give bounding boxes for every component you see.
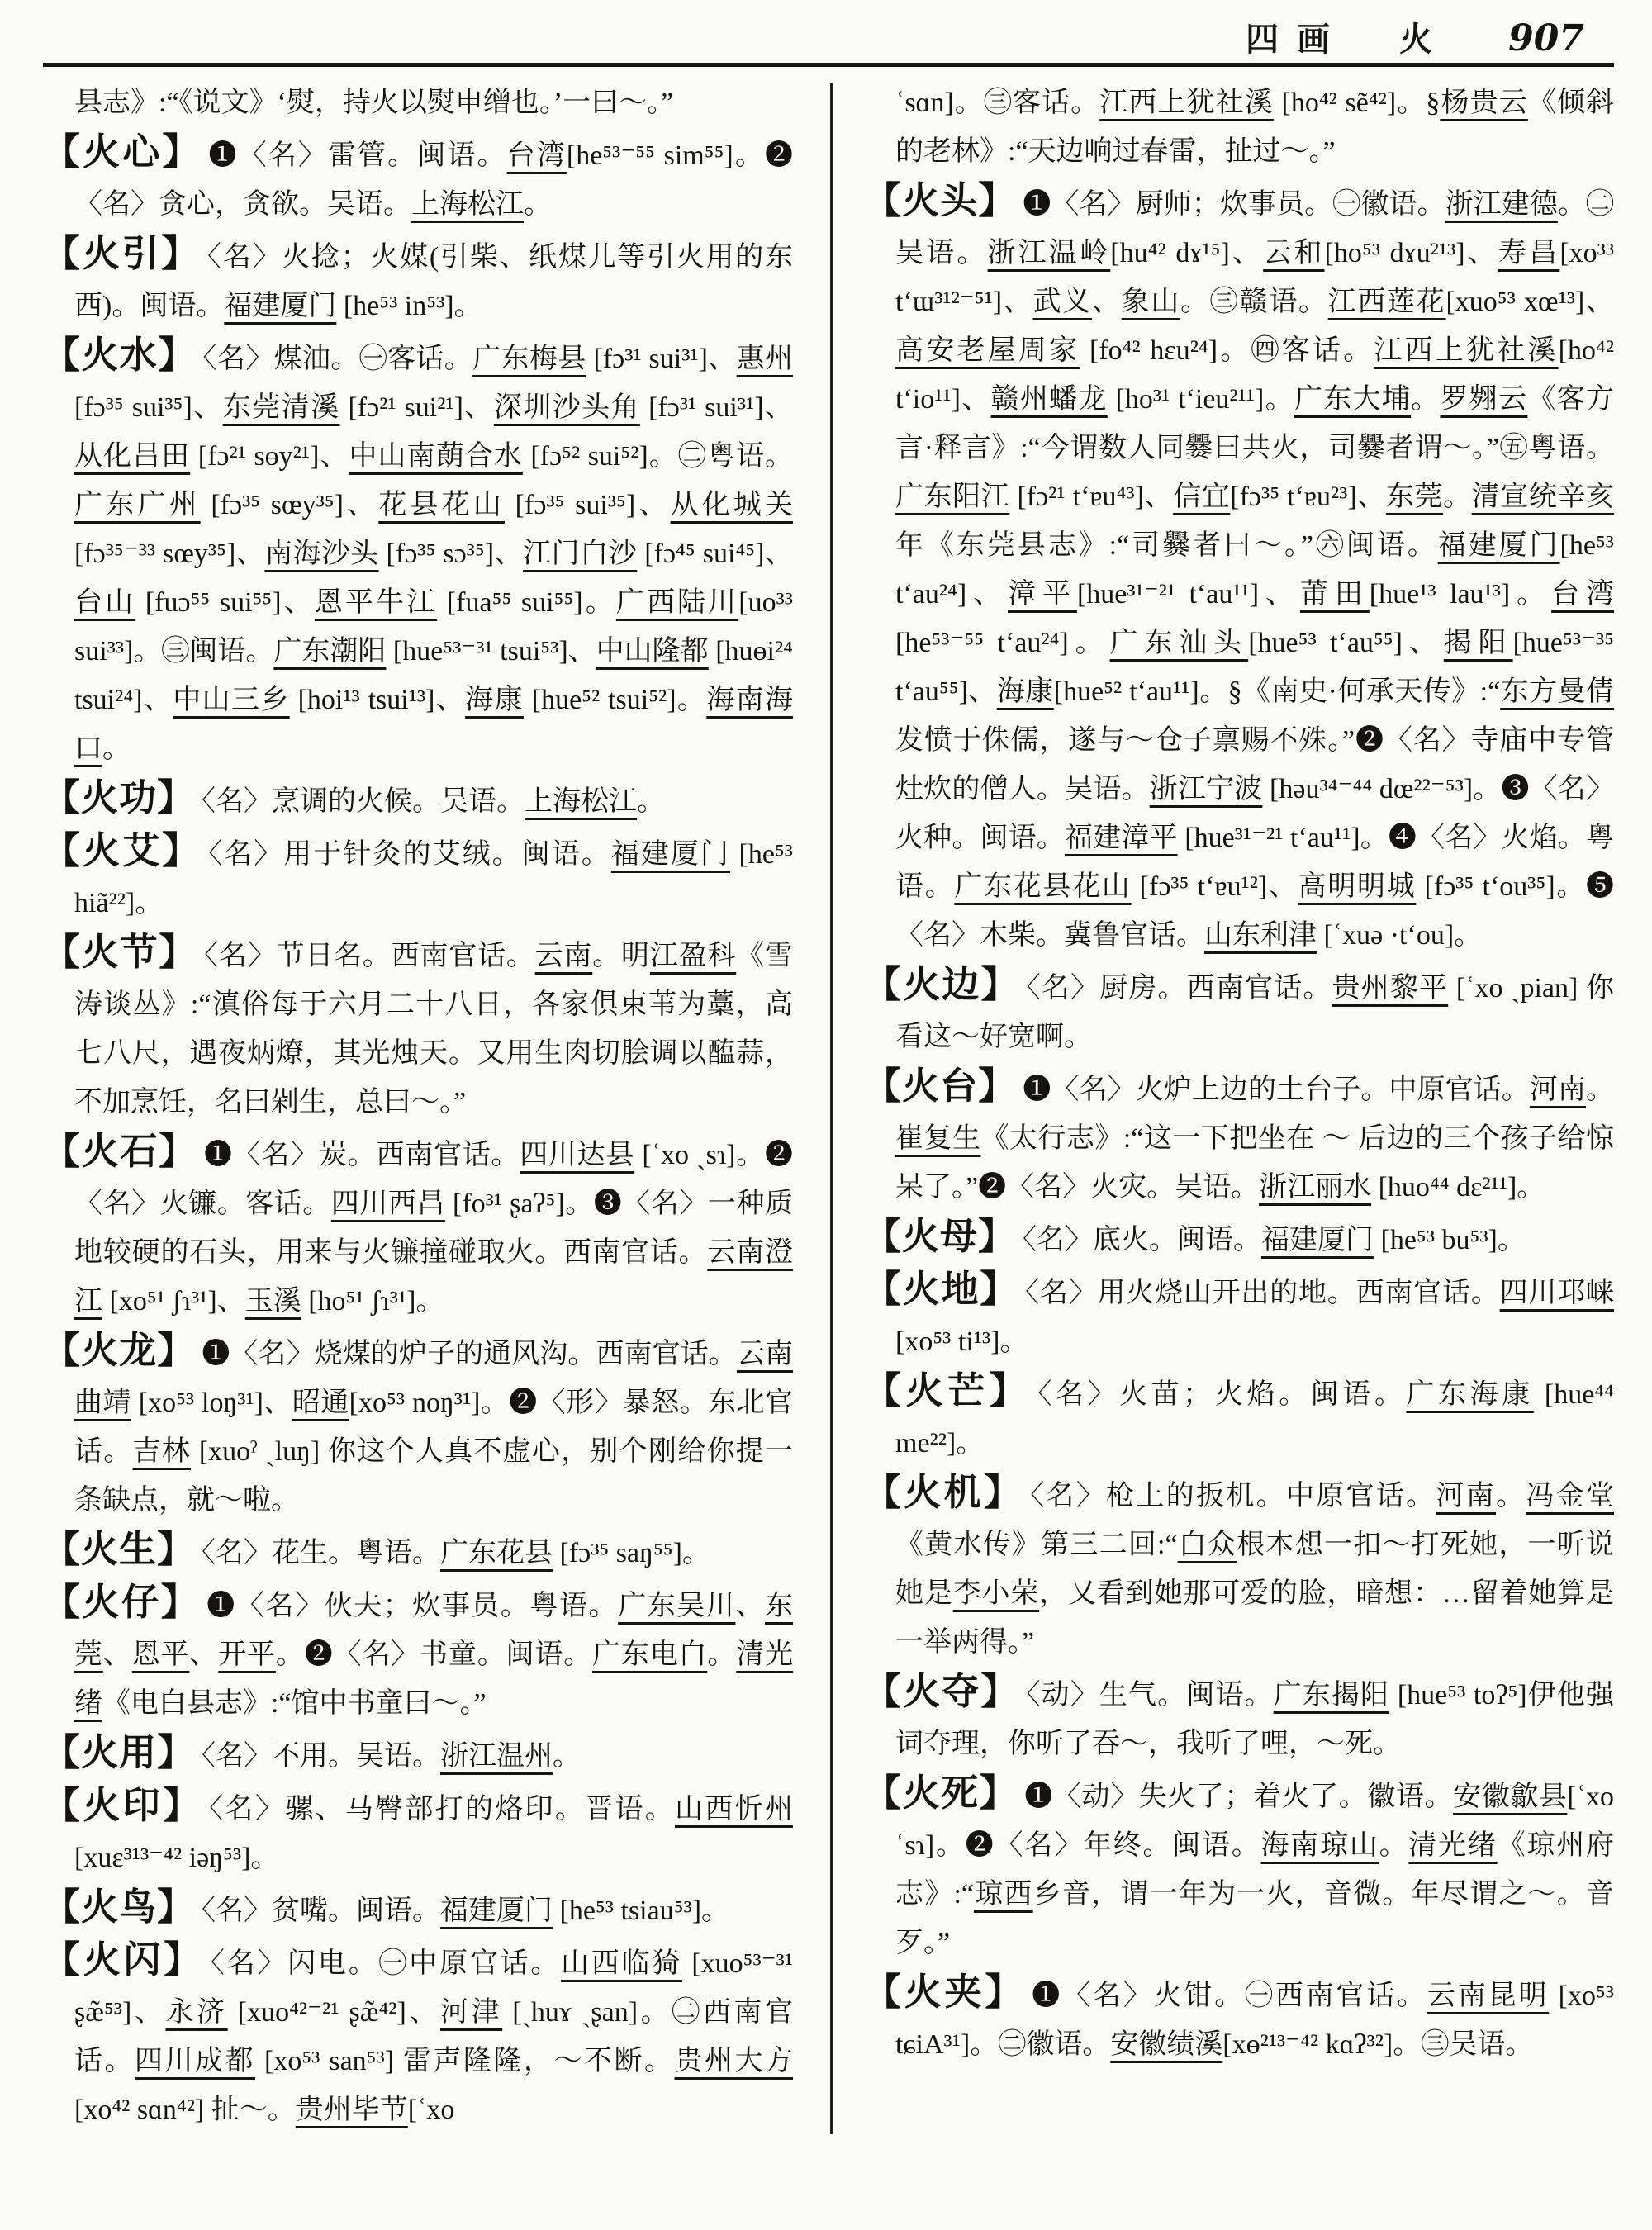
- proper-name: 昭通: [292, 1388, 349, 1418]
- entry-text: [he⁵³⁻⁵⁵ tʻau²⁴]。: [895, 628, 1110, 658]
- entry-text: 《黄水传》第三二回:“: [895, 1530, 1178, 1560]
- entry-text: 〈名〉底火。闽语。: [1023, 1225, 1262, 1255]
- proper-name: 吉林: [132, 1436, 192, 1467]
- proper-name: 清宣统辛亥: [1471, 482, 1615, 512]
- entry-text: ，又看到她那可爱的脸，暗想：…留着她算是一举两得。”: [895, 1578, 1615, 1658]
- proper-name: 崔复生: [895, 1123, 981, 1154]
- entry-text: 〈名〉煤油。㊀客话。: [202, 344, 473, 374]
- proper-name: 广东梅县: [472, 344, 586, 374]
- proper-name: 四川成都: [135, 2046, 255, 2076]
- entry-text: ❶〈名〉烧煤的炉子的通风沟。西南官话。: [202, 1339, 737, 1369]
- proper-name: 安徽绩溪: [1110, 2029, 1223, 2060]
- entry-text: [fɔ²¹ tʻɐu⁴³]、: [1009, 482, 1174, 512]
- entry-text: [hue⁵² tʻau¹¹]。§《南史·何承天传》:“: [1053, 676, 1501, 707]
- proper-name: 四川达县: [520, 1140, 635, 1170]
- proper-name: 白众: [1177, 1530, 1237, 1560]
- entry-text: 、: [1091, 287, 1122, 317]
- proper-name: 广东揭阳: [1273, 1680, 1390, 1710]
- entry-text: 〈名〉火捻；火媒(引柴、纸煤儿等引火用的东西)。闽语。: [74, 242, 793, 321]
- proper-name: 浙江建德: [1445, 189, 1558, 220]
- entry-text: ʿsɑn]。㊂客话。: [895, 88, 1100, 118]
- proper-name: 广西陆川: [615, 587, 739, 618]
- proper-name: 台湾: [506, 140, 567, 171]
- entry-text: 〈名〉火苗；火焰。闽语。: [1037, 1379, 1407, 1410]
- entry-text: 、: [735, 1591, 766, 1621]
- entry-headword: 【火闪】: [43, 1939, 205, 1981]
- entry-text: 〈名〉节日名。西南官话。: [204, 941, 535, 971]
- header-section-title: 四画 火: [1246, 21, 1451, 58]
- entry-text: 。: [553, 1741, 582, 1772]
- dict-entry: [43, 1326, 793, 1525]
- entry-text: [xuo⁵³⁻³¹ ʂæ̃⁵³]、: [74, 1948, 794, 2028]
- proper-name: 云南昆明: [1427, 1981, 1550, 2011]
- entry-text: ❶〈动〉失火了；着火了。徽语。: [1024, 1782, 1454, 1812]
- entry-text: [xo⁵³ san⁵³] 雷声隆隆，～不断。: [255, 2046, 675, 2076]
- proper-name: 江西莲花: [1327, 287, 1446, 317]
- proper-name: 海南琼山: [1260, 1830, 1379, 1861]
- entry-text: 《客方言·释言》:“今谓数人同爨曰共火，司爨者谓～。”㊄粤语。: [895, 384, 1615, 463]
- entry-text: [he⁵³ tʻau²⁴]、: [895, 530, 1614, 610]
- proper-name: 台山: [74, 587, 136, 618]
- entry-text: 〈名〉烹调的火候。吴语。: [202, 786, 525, 817]
- proper-name: 广东阳江: [895, 482, 1010, 512]
- proper-name: 东莞: [74, 1591, 794, 1670]
- entry-text: ❶〈名〉火钳。㊀西南官话。: [1032, 1981, 1427, 2011]
- entry-text: 《琼州府志》:“: [895, 1830, 1615, 1910]
- entry-text: [xo⁵³ ti¹³]。: [895, 1326, 1028, 1357]
- proper-name: 江西上犹社溪: [1374, 335, 1559, 366]
- entry-text: [fɔ³⁵ tʻou³⁵]。❺〈名〉木柴。冀鲁官话。: [895, 871, 1615, 951]
- proper-name: 河津: [440, 1997, 503, 2028]
- entry-text: 县志》:“《说文》‘熨，持火以熨申缯也。’一曰～。”: [74, 88, 674, 118]
- proper-name: 象山: [1121, 287, 1181, 317]
- entry-text: [ho⁴² sẽ⁴²]。§: [1273, 88, 1441, 118]
- proper-name: 浙江丽水: [1259, 1172, 1372, 1203]
- entry-text: [hue¹³ lau¹³]。: [1369, 579, 1552, 610]
- proper-name: 广东电白: [592, 1639, 708, 1670]
- entry-text: [fɔ³⁵ tʻɐu²³]、: [1230, 482, 1386, 512]
- entry-headword: 【火机】: [864, 1472, 1024, 1513]
- dict-entry: [864, 961, 1614, 1061]
- entry-text: 。❷〈名〉书童。闽语。: [275, 1639, 593, 1670]
- proper-name: 东莞: [1385, 482, 1444, 512]
- entry-text: 发愤于侏儒，遂与～仓子禀赐不殊。”❷〈名〉寺庙中专管灶炊的僧人。吴语。: [895, 725, 1614, 804]
- entry-text: [xuo⁴²⁻²¹ ʂæ̃⁴²]、: [227, 1997, 440, 2028]
- entry-text: [xuoˀ ˏluŋ] 你这个人真不虚心，别个刚给你提一条缺点，就～啦。: [74, 1436, 793, 1516]
- entry-text: [xuɛ³¹³⁻⁴² iəŋ⁵³]。: [74, 1843, 279, 1873]
- dict-entry: [864, 177, 1614, 960]
- entry-text: [ʿxo: [407, 2095, 455, 2125]
- proper-name: 花县花山: [378, 490, 505, 520]
- left-column: [43, 78, 793, 2134]
- entry-text: [fɔ³¹ sui³¹]、: [586, 344, 737, 374]
- proper-name: 福建厦门: [224, 291, 337, 321]
- dict-entry: [864, 1367, 1614, 1468]
- entry-headword: 【火边】: [864, 964, 1020, 1005]
- entry-text: [fɔ⁵² sui⁵²]。㊁粤语。: [522, 441, 794, 472]
- proper-name: 南海沙头: [264, 539, 379, 569]
- dict-entry: [43, 331, 793, 773]
- proper-name: 深圳沙头角: [493, 392, 641, 423]
- proper-name: 福建厦门: [1437, 530, 1560, 561]
- entry-text: [fɔ³⁵ sui³⁵]、: [74, 392, 223, 423]
- entry-text: [fɔ³⁵ sɔ³⁵]、: [378, 539, 524, 569]
- proper-name: 玉溪: [244, 1286, 301, 1317]
- dict-entry: [43, 1578, 793, 1728]
- entry-text: 〈名〉厨房。西南官话。: [1026, 973, 1332, 1004]
- entry-text: 。: [1379, 1830, 1409, 1861]
- proper-name: 山西临猗: [561, 1948, 683, 1979]
- dict-entry: [43, 128, 793, 229]
- proper-name: 李小荣: [952, 1578, 1040, 1609]
- proper-name: 东方曼倩: [1500, 676, 1615, 707]
- entry-text: [ʿxo ˏsɿ]。❷〈名〉火镰。客话。: [74, 1140, 793, 1219]
- entry-text: 《雪涛谈丛》:“滇俗每于六月二十八日，各家俱束苇为藁，高七八尺，遇夜炳燎，其光烛天。又用生肉切脍调以醢蒜，不加烹饪，名曰剁生，总曰～。”: [74, 941, 794, 1117]
- proper-name: 四川邛崃: [1499, 1278, 1614, 1308]
- entry-text: 。明: [592, 941, 650, 971]
- entry-text: [fɔ³⁵ sœy³⁵]、: [200, 490, 379, 520]
- proper-name: 从化吕田: [74, 441, 191, 472]
- proper-name: 云和: [1263, 238, 1325, 268]
- dict-entry: [43, 1782, 793, 1882]
- entry-text: 根本想一扣～打死她，一听说她是: [895, 1530, 1615, 1609]
- entry-text: [hue⁵² tsui⁵²]。: [523, 685, 707, 715]
- entry-headword: 【火死】: [864, 1772, 1018, 1814]
- dict-entry: [43, 1127, 793, 1326]
- entry-text: [hue⁵³ toʔ⁵]伊他强词夺理，你听了吞～，我听了哩，～死。: [895, 1680, 1614, 1759]
- continuation-text: [864, 78, 1614, 176]
- proper-name: 中山隆都: [596, 636, 709, 667]
- proper-name: 莆田: [1299, 579, 1370, 610]
- proper-name: 寿昌: [1498, 238, 1560, 268]
- entry-headword: 【火节】: [43, 932, 198, 973]
- entry-headword: 【火夹】: [864, 1971, 1026, 2013]
- entry-text: [xo³³ tʻɯ³¹²⁻⁵¹]、: [895, 238, 1615, 317]
- proper-name: 广东花县花山: [954, 871, 1132, 902]
- proper-name: 上海松江: [525, 786, 638, 817]
- proper-name: 浙江宁波: [1149, 774, 1263, 804]
- dict-entry: [43, 827, 793, 928]
- entry-text: [hue³¹⁻²¹ tʻau¹¹]。❹〈名〉火焰。粤语。: [895, 823, 1615, 902]
- entry-text: [hue⁵³⁻³⁵ tʻau⁵⁵]、: [895, 628, 1615, 707]
- entry-text: [ʿxo ˏpian] 你看这～好宽啊。: [895, 973, 1614, 1052]
- entry-text: 〈名〉不用。吴语。: [202, 1741, 441, 1772]
- entry-text: 《倾斜的老林》:“天边响过春雷，扯过～。”: [895, 88, 1615, 167]
- entry-text: [fɔ²¹ sui²¹]、: [339, 392, 494, 423]
- entry-text: 、: [102, 1639, 132, 1670]
- proper-name: 安徽歙县: [1453, 1782, 1568, 1812]
- dict-entry: [864, 1968, 1614, 2069]
- entry-text: [he⁵³ bu⁵³]。: [1374, 1225, 1526, 1255]
- entry-text: [həu³⁴⁻⁴⁴ dœ²²⁻⁵³]。❸〈名〉火种。闽语。: [895, 774, 1615, 853]
- proper-name: 江门白沙: [523, 539, 638, 569]
- dict-entry: [864, 1212, 1614, 1264]
- proper-name: 河南: [1436, 1481, 1497, 1511]
- entry-headword: 【火仔】: [43, 1582, 201, 1623]
- proper-name: 高明明城: [1298, 871, 1417, 902]
- entry-headword: 【火用】: [43, 1732, 196, 1773]
- proper-name: 广东潮阳: [273, 636, 387, 667]
- entry-text: [xo⁵³ noŋ³¹]。❷〈形〉暴怒。东北官话。: [74, 1388, 794, 1467]
- proper-name: 福建厦门: [1261, 1225, 1374, 1255]
- entry-text: 。: [637, 786, 666, 817]
- proper-name: 四川西昌: [330, 1189, 445, 1219]
- proper-name: 中山南蓢合水: [349, 441, 523, 472]
- column-divider: [830, 83, 833, 2134]
- proper-name: 琼西: [974, 1879, 1033, 1910]
- entry-headword: 【火龙】: [43, 1330, 196, 1371]
- text-columns: [43, 78, 1614, 2134]
- proper-name: 信宜: [1173, 482, 1231, 512]
- entry-text: [uo³³ sui³³]。㊂闽语。: [74, 587, 793, 667]
- entry-headword: 【火心】: [43, 131, 202, 173]
- entry-text: [hue⁵³⁻³¹ tsui⁵³]、: [386, 636, 596, 667]
- entry-text: 。㊁吴语。: [895, 189, 1615, 268]
- entry-text: [ho⁵³ dɤu²¹³]、: [1324, 238, 1498, 268]
- page-number: 907: [1508, 17, 1584, 59]
- dict-entry: [43, 928, 793, 1127]
- entry-headword: 【火头】: [864, 180, 1017, 221]
- entry-text: 。: [1411, 384, 1441, 415]
- entry-text: [hue⁵³ tʻau⁵⁵]、: [1248, 628, 1444, 658]
- entry-text: [fɔ³⁵ sui³⁵]、: [505, 490, 671, 520]
- proper-name: 广东广州: [74, 490, 201, 520]
- entry-text: ❶〈名〉伙夫；炊事员。粤语。: [206, 1591, 619, 1621]
- continuation-text: [43, 78, 793, 127]
- entry-text: [fo³¹ ʂaʔ⁵]。❸〈名〉一种质地较硬的石头，用来与火镰撞碰取火。西南官话。: [74, 1189, 793, 1268]
- dict-entry: [864, 1769, 1614, 1967]
- proper-name: 福建厦门: [440, 1896, 553, 1926]
- entry-text: [fua⁵⁵ sui⁵⁵]。: [437, 587, 616, 618]
- proper-name: 贵州大方: [674, 2046, 794, 2076]
- entry-text: [fɔ³⁵ tʻɐu¹²]、: [1131, 871, 1298, 902]
- entry-text: [huɵi²⁴ tsui²⁴]、: [74, 636, 794, 715]
- entry-text: [fuɔ⁵⁵ sui⁵⁵]、: [135, 587, 315, 618]
- entry-text: [ˏhuɤ ˏʂan]。㊁西南官话。: [74, 1997, 794, 2076]
- proper-name: 山东利津: [1204, 920, 1317, 951]
- dict-entry: [43, 1936, 793, 2134]
- dict-entry: [43, 1883, 793, 1935]
- entry-text: 。: [1496, 1481, 1526, 1511]
- entry-text: [huo⁴⁴ dɛ²¹¹]。: [1371, 1172, 1545, 1203]
- entry-text: ❶〈名〉厨师；炊事员。㊀徽语。: [1023, 189, 1446, 220]
- proper-name: 恩平: [131, 1639, 190, 1670]
- entry-text: 〈名〉骡、马臀部打的烙印。晋语。: [209, 1794, 676, 1824]
- proper-name: 惠州: [736, 344, 794, 374]
- entry-headword: 【火生】: [43, 1529, 196, 1570]
- entry-text: [xo⁴² sɑn⁴²] 扯～。: [74, 2095, 296, 2125]
- entry-text: [xuo⁵³ xœ¹³]、: [1446, 287, 1615, 317]
- proper-name: 永济: [165, 1997, 228, 2028]
- entry-text: ❶〈名〉火炉上边的土台子。中原官话。: [1023, 1075, 1530, 1105]
- entry-text: 〈名〉花生。粤语。: [202, 1538, 441, 1568]
- entry-text: 。: [1443, 482, 1472, 512]
- entry-headword: 【火水】: [43, 334, 197, 376]
- proper-name: 云南澄江: [74, 1237, 794, 1317]
- entry-text: 年《东莞县志》:“司爨者曰～。”㊅闽语。: [895, 530, 1438, 561]
- proper-name: 清光绪: [1408, 1830, 1498, 1861]
- proper-name: 罗翙云: [1440, 384, 1528, 415]
- entry-text: [fɔ³⁵⁻³³ sœy³⁵]、: [74, 539, 265, 569]
- entry-text: ❶〈名〉炭。西南官话。: [203, 1140, 520, 1170]
- entry-text: [fo⁴² hɛu²⁴]。㊃客话。: [1080, 335, 1374, 366]
- entry-headword: 【火石】: [43, 1131, 197, 1172]
- entry-text: 、: [189, 1639, 219, 1670]
- entry-headword: 【火芒】: [864, 1370, 1032, 1412]
- entry-text: [hue³¹⁻²¹ tʻau¹¹]、: [1076, 579, 1300, 610]
- proper-name: 山西忻州: [675, 1794, 793, 1824]
- dict-entry: [43, 774, 793, 826]
- entry-text: 。: [102, 733, 131, 764]
- entry-text: [ʿxuə ·tʻou]。: [1317, 920, 1483, 951]
- dict-entry: [43, 1525, 793, 1578]
- proper-name: 浙江温岭: [987, 238, 1111, 268]
- entry-headword: 【火功】: [43, 777, 196, 818]
- proper-name: 广东吴川: [618, 1591, 736, 1621]
- entry-text: ❶〈名〉雷管。闽语。: [208, 140, 507, 171]
- entry-text: [xo⁵¹ ʃɿ³¹]、: [102, 1286, 245, 1317]
- entry-text: 《电白县志》:“馆中书童曰～。”: [102, 1688, 487, 1719]
- proper-name: 杨贵云: [1440, 88, 1528, 118]
- proper-name: 广东大埔: [1294, 384, 1412, 415]
- proper-name: 开平: [218, 1639, 276, 1670]
- proper-name: 揭阳: [1443, 628, 1513, 658]
- entry-text: [ho⁴² tʻio¹¹]、: [895, 335, 1615, 415]
- entry-headword: 【火台】: [864, 1065, 1017, 1107]
- proper-name: 冯金堂: [1526, 1481, 1615, 1511]
- entry-text: [xo⁵³ loŋ³¹]、: [131, 1388, 292, 1418]
- entry-text: [xo⁵³ tɕiA³¹]。㊁徽语。: [895, 1981, 1614, 2060]
- entry-text: [hu⁴² dɤ¹⁵]、: [1110, 238, 1264, 268]
- entry-text: 〈名〉闪电。㊀中原官话。: [211, 1948, 562, 1979]
- entry-text: [he⁵³ hiã²²]。: [74, 839, 794, 918]
- right-column: [864, 78, 1614, 2134]
- entry-text: 〈名〉用于针灸的艾绒。闽语。: [208, 839, 611, 870]
- entry-text: 〈名〉用火烧山开出的地。西南官话。: [1025, 1278, 1500, 1308]
- entry-text: [fɔ³⁵ saŋ⁵⁵]。: [553, 1538, 710, 1568]
- dict-entry: [864, 1668, 1614, 1768]
- proper-name: 贵州毕节: [295, 2095, 408, 2125]
- proper-name: 中山三乡: [173, 685, 290, 715]
- dict-entry: [43, 1729, 793, 1781]
- dict-entry: [43, 230, 793, 330]
- proper-name: 广东海康: [1406, 1379, 1534, 1410]
- entry-text: [hue⁴⁴ me²²]。: [895, 1379, 1614, 1459]
- entry-text: 《太行志》:“这一下把坐在 ～ 后边的三个孩子给惊呆了。”❷〈名〉火灾。吴语。: [895, 1123, 1614, 1203]
- proper-name: 广东汕头: [1109, 628, 1249, 658]
- entry-text: [ʿxo ʿsɿ]。❷〈名〉年终。闽语。: [895, 1782, 1615, 1861]
- entry-text: 乡音，谓一年为一火，音微。年尽谓之～。音歹。”: [895, 1879, 1615, 1958]
- entry-text: [he⁵³ in⁵³]。: [336, 291, 482, 321]
- dict-entry: [864, 1265, 1614, 1366]
- proper-name: 江西上犹社溪: [1099, 88, 1274, 118]
- entry-headword: 【火母】: [864, 1216, 1017, 1257]
- header-rule: [43, 63, 1614, 67]
- entry-text: [hoi¹³ tsui¹³]、: [289, 685, 466, 715]
- entry-text: 〈动〉生气。闽语。: [1026, 1680, 1274, 1710]
- proper-name: 河南: [1529, 1075, 1587, 1105]
- proper-name: 东莞清溪: [222, 392, 340, 423]
- entry-text: 。: [707, 1639, 737, 1670]
- proper-name: 赣州蟠龙: [990, 384, 1108, 415]
- proper-name: 贵州黎平: [1332, 973, 1449, 1004]
- proper-name: 台湾: [1551, 579, 1615, 610]
- proper-name: 海康: [465, 685, 524, 715]
- entry-headword: 【火艾】: [43, 830, 202, 871]
- proper-name: 云南曲靖: [74, 1339, 794, 1418]
- page-header: [43, 13, 1614, 59]
- proper-name: 云南: [534, 941, 593, 971]
- entry-headword: 【火引】: [43, 233, 201, 274]
- proper-name: 海康: [996, 676, 1054, 707]
- proper-name: 高安老屋周家: [895, 335, 1080, 366]
- entry-headword: 【火地】: [864, 1269, 1019, 1310]
- proper-name: 广东花县: [440, 1538, 553, 1568]
- dict-entry: [864, 1062, 1614, 1212]
- proper-name: 从化城关: [670, 490, 794, 520]
- entry-text: 。: [1586, 1075, 1615, 1105]
- entry-headword: 【火印】: [43, 1785, 203, 1826]
- entry-text: [xɵ²¹³⁻⁴² kɑʔ³²]。㊂吴语。: [1222, 2029, 1534, 2060]
- dict-entry: [864, 1468, 1614, 1667]
- proper-name: 武义: [1032, 287, 1092, 317]
- proper-name: 福建漳平: [1064, 823, 1178, 853]
- proper-name: 上海松江: [411, 189, 524, 220]
- entry-text: [ho³¹ tʻieu²¹¹]。: [1107, 384, 1294, 415]
- entry-text: [fɔ³¹ sui³¹]、: [640, 392, 794, 423]
- proper-name: 浙江温州: [440, 1741, 553, 1772]
- proper-name: 恩平牛江: [314, 587, 438, 618]
- proper-name: 清光绪: [74, 1639, 794, 1719]
- entry-text: [he⁵³ tsiau⁵³]。: [553, 1896, 730, 1926]
- entry-text: 。㊂赣语。: [1180, 287, 1328, 317]
- proper-name: 福建厦门: [610, 839, 730, 870]
- entry-headword: 【火鸟】: [43, 1886, 196, 1928]
- entry-text: [fɔ⁴⁵ sui⁴⁵]、: [637, 539, 794, 569]
- proper-name: 漳平: [1008, 579, 1077, 610]
- entry-text: 。: [524, 189, 552, 220]
- entry-text: [ho⁵¹ ʃɿ³¹]。: [301, 1286, 444, 1317]
- entry-text: 〈名〉枪上的扳机。中原官话。: [1030, 1481, 1436, 1511]
- entry-text: 〈名〉贫嘴。闽语。: [202, 1896, 441, 1926]
- proper-name: 江盈科: [649, 941, 737, 971]
- entry-text: [he⁵³⁻⁵⁵ sim⁵⁵]。❷〈名〉贪心，贪欲。吴语。: [74, 140, 793, 220]
- proper-name: 海南海口: [74, 685, 794, 764]
- entry-text: [fɔ²¹ sɵy²¹]、: [190, 441, 349, 472]
- entry-headword: 【火夺】: [864, 1671, 1020, 1712]
